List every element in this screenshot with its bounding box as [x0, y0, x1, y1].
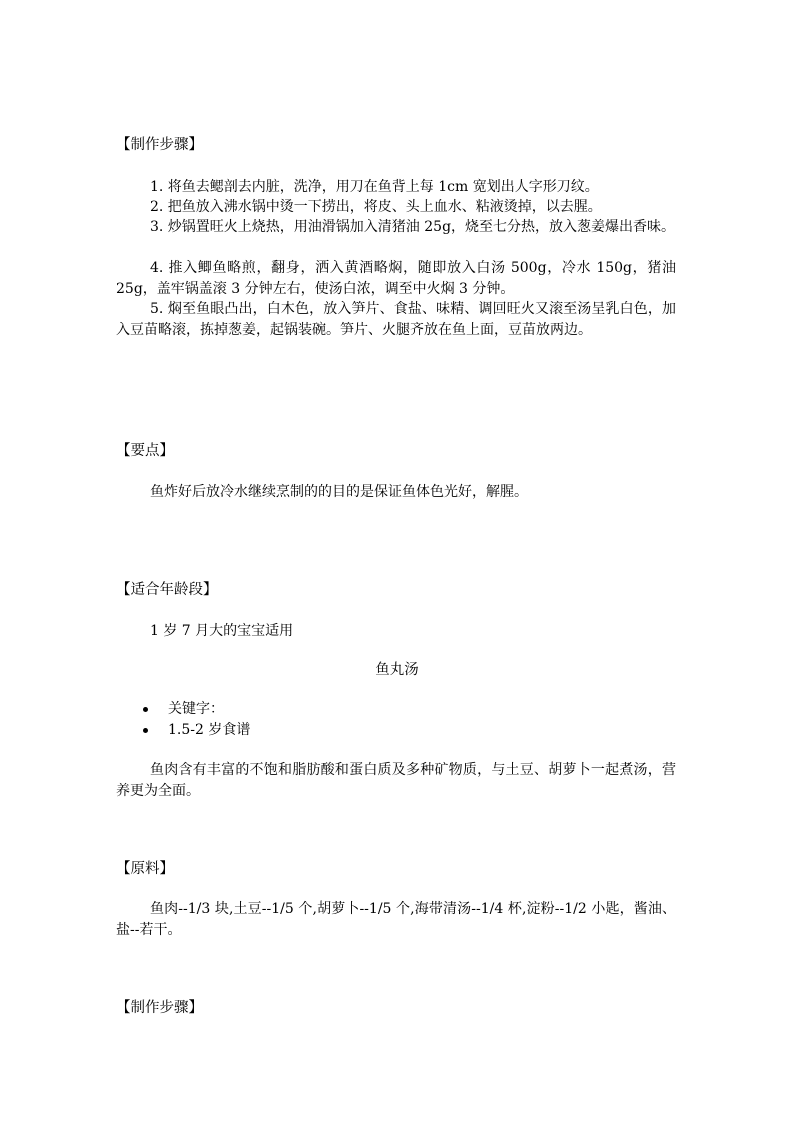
recipe-intro: 鱼肉含有丰富的不饱和脂肪酸和蛋白质及多种矿物质，与土豆、胡萝卜一起煮汤，营养更为全面。 — [116, 762, 676, 799]
ingredients-text: 鱼肉--1/3 块,土豆--1/5 个,胡萝卜--1/5 个,海带清汤--1/4 杯,淀粉--1/2 小匙，酱油、盐--若干。 — [116, 901, 676, 938]
step-2: 2. 把鱼放入沸水锅中烫一下捞出，将皮、头上血水、粘液烫掉，以去腥。 — [150, 199, 602, 215]
section-heading-age: 【适合年龄段】 — [116, 582, 218, 598]
step-4: 4. 推入鲫鱼略煎，翻身，洒入黄酒略焖，随即放入白汤 500g，冷水 150g，猪油 25g，盖牢锅盖滚 3 分钟左右，使汤白浓，调至中火焖 3 分钟。 — [116, 260, 676, 297]
list-item: 关键字： — [116, 699, 676, 720]
step-5: 5. 焖至鱼眼凸出，白木色，放入笋片、食盐、味精、调回旺火又滚至汤呈乳白色，加入豆苗略滚，拣掉葱姜，起锅装碗。笋片、火腿齐放在鱼上面，豆苗放两边。 — [116, 301, 676, 338]
list-item — [116, 720, 676, 741]
bullet-icon — [143, 707, 148, 712]
section-heading-steps: 【制作步骤】 — [116, 137, 203, 153]
step-1: 1. 将鱼去鳃剖去内脏，洗净，用刀在鱼背上每 1cm 宽划出人字形刀纹。 — [150, 179, 599, 195]
step-3: 3. 炒锅置旺火上烧热，用油滑锅加入清猪油 25g，烧至七分热，放入葱姜爆出香味。 — [150, 219, 676, 235]
section-heading-ingredients: 【原料】 — [116, 861, 174, 877]
keyword-list — [116, 699, 676, 741]
bullet-icon — [143, 728, 148, 733]
recipe-title: 鱼丸汤 — [375, 662, 419, 678]
keyword-link[interactable]: 1.5-2 岁食谱 — [168, 722, 251, 738]
section-heading-keypoints: 【要点】 — [116, 443, 174, 459]
keypoints-text: 鱼炸好后放冷水继续烹制的的目的是保证鱼体色光好，解腥。 — [150, 484, 528, 500]
age-text: 1 岁 7 月大的宝宝适用 — [150, 623, 294, 639]
section-heading-steps-2: 【制作步骤】 — [116, 1000, 203, 1016]
